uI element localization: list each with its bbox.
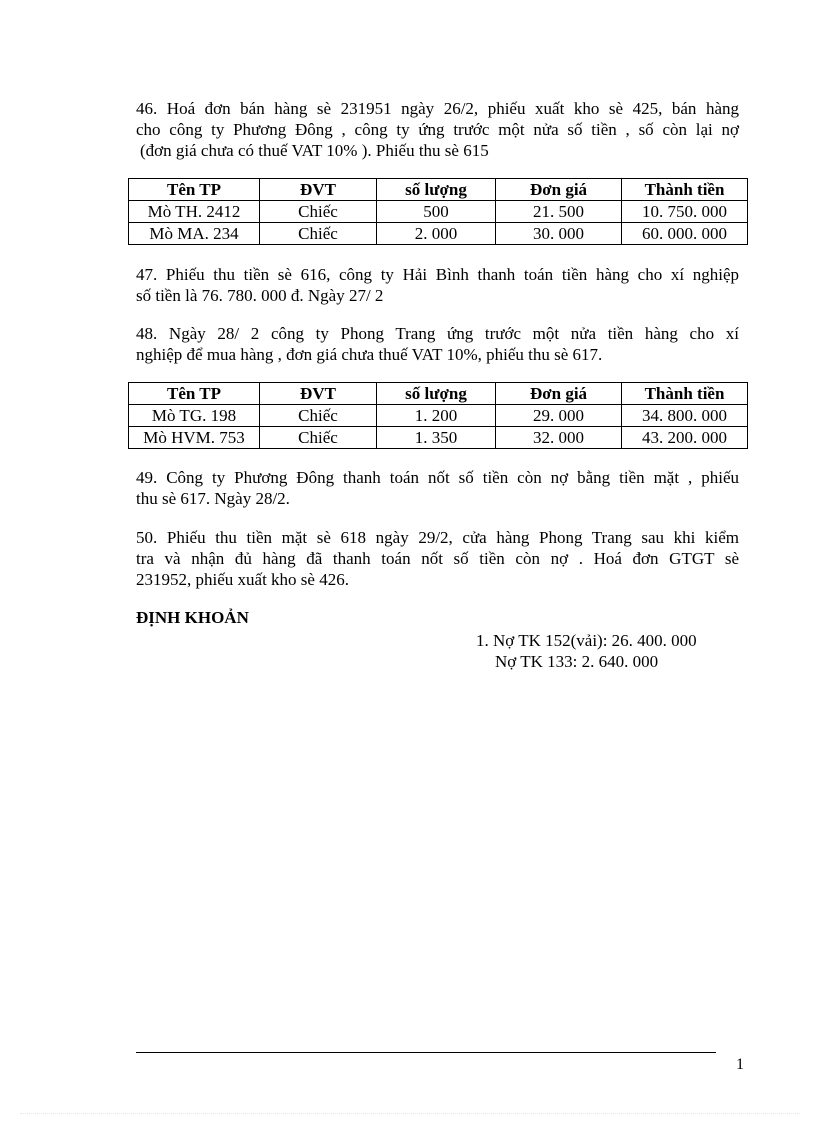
cell-amount: 10. 750. 000: [622, 201, 748, 223]
page-edge-divider: [20, 1113, 800, 1114]
table-header-row: [129, 179, 748, 201]
cell-unit: Chiếc: [260, 201, 377, 223]
cell-unit-price: 29. 000: [496, 405, 622, 427]
cell-product: Mò TG. 198: [129, 405, 260, 427]
journal-entry: Nợ TK 133: 2. 640. 000: [495, 652, 659, 671]
item-50: [136, 527, 739, 590]
header-dvt: ĐVT: [260, 383, 377, 405]
item-50-line-1: 50. Phiếu thu tiền mặt sè 618 ngày 29/2, cửa hàng Phong Trang sau khi kiểm: [136, 528, 739, 547]
cell-quantity: 1. 350: [377, 427, 496, 449]
item-47: [136, 264, 739, 306]
table-row: [129, 201, 748, 223]
item-46: [136, 98, 739, 161]
header-don-gia: Đơn giá: [496, 383, 622, 405]
cell-unit: Chiếc: [260, 223, 377, 245]
header-so-luong: số lượng: [377, 179, 496, 201]
item-46-line-3: (đơn giá chưa có thuế VAT 10% ). Phiếu thu sè 615: [140, 141, 489, 160]
product-table-1: [128, 178, 748, 245]
journal-entry: 1. Nợ TK 152(vải): 26. 400. 000: [476, 631, 697, 650]
item-47-line-2: số tiền là 76. 780. 000 đ. Ngày 27/ 2: [136, 286, 384, 305]
cell-unit-price: 32. 000: [496, 427, 622, 449]
section-heading: ĐỊNH KHOẢN: [136, 608, 249, 627]
item-50-line-3: 231952, phiếu xuất kho sè 426.: [136, 570, 349, 589]
page-number: 1: [736, 1056, 744, 1073]
cell-unit-price: 21. 500: [496, 201, 622, 223]
header-so-luong: số lượng: [377, 383, 496, 405]
item-46-line-2: cho công ty Phương Đông , công ty ứng trước một nửa số tiền , số còn lại nợ: [136, 120, 739, 139]
item-47-line-1: 47. Phiếu thu tiền sè 616, công ty Hải Bình thanh toán tiền hàng cho xí nghiệp: [136, 265, 739, 284]
table-row: [129, 427, 748, 449]
header-thanh-tien: Thành tiền: [622, 179, 748, 201]
item-48-line-2: nghiệp để mua hàng , đơn giá chưa thuế VAT 10%, phiếu thu sè 617.: [136, 345, 603, 364]
cell-product: Mò MA. 234: [129, 223, 260, 245]
cell-unit: Chiếc: [260, 405, 377, 427]
cell-product: Mò TH. 2412: [129, 201, 260, 223]
item-50-line-2: tra và nhận đủ hàng đã thanh toán nốt số tiền còn nợ . Hoá đơn GTGT sè: [136, 549, 739, 568]
cell-amount: 34. 800. 000: [622, 405, 748, 427]
table-row: [129, 223, 748, 245]
cell-product: Mò HVM. 753: [129, 427, 260, 449]
item-46-line-1: 46. Hoá đơn bán hàng sè 231951 ngày 26/2, phiếu xuất kho sè 425, bán hàng: [136, 99, 739, 118]
cell-unit: Chiếc: [260, 427, 377, 449]
journal-entries: [476, 630, 697, 672]
item-49: [136, 467, 739, 509]
item-48-line-1: 48. Ngày 28/ 2 công ty Phong Trang ứng trước một nửa tiền hàng cho xí: [136, 324, 739, 343]
cell-unit-price: 30. 000: [496, 223, 622, 245]
header-dvt: ĐVT: [260, 179, 377, 201]
footer-divider: [136, 1052, 716, 1053]
header-don-gia: Đơn giá: [496, 179, 622, 201]
cell-quantity: 1. 200: [377, 405, 496, 427]
product-table-2: [128, 382, 748, 449]
header-thanh-tien: Thành tiền: [622, 383, 748, 405]
cell-quantity: 500: [377, 201, 496, 223]
cell-quantity: 2. 000: [377, 223, 496, 245]
item-49-line-2: thu sè 617. Ngày 28/2.: [136, 489, 290, 508]
item-49-line-1: 49. Công ty Phương Đông thanh toán nốt số tiền còn nợ bằng tiền mặt , phiếu: [136, 468, 739, 487]
item-48: [136, 323, 739, 365]
table-header-row: [129, 383, 748, 405]
cell-amount: 60. 000. 000: [622, 223, 748, 245]
cell-amount: 43. 200. 000: [622, 427, 748, 449]
header-ten-tp: Tên TP: [129, 179, 260, 201]
header-ten-tp: Tên TP: [129, 383, 260, 405]
table-row: [129, 405, 748, 427]
